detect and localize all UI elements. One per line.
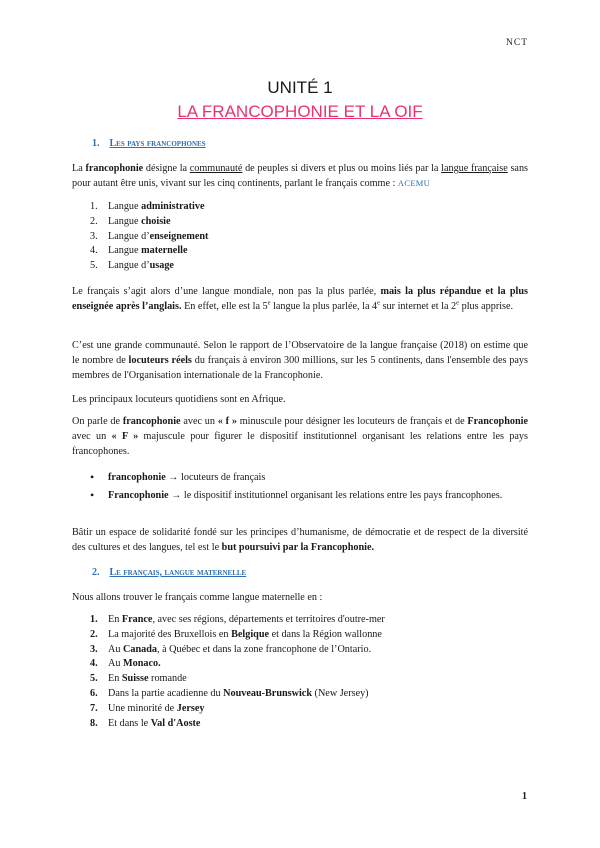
language-usage-list	[90, 200, 208, 274]
bold-term: France	[121, 614, 153, 625]
text: avec un	[180, 416, 218, 427]
text: Langue	[108, 245, 142, 257]
text: Bâtir un espace de solidarité fondé sur les principes d’humanisme, de démocratie et de respect de la diversité des cultures et des langues, tel est le	[72, 527, 528, 554]
bullet-item	[90, 488, 528, 503]
list-number: 8.	[90, 717, 98, 729]
bold-phrase: but poursuivi par la Francophonie.	[221, 542, 375, 554]
text: En	[108, 673, 122, 685]
text: → le dispositif institutionnel organisant les relations entre les pays francophones.	[168, 490, 503, 502]
paragraph-f-distinction	[72, 414, 528, 460]
bold-term: locuteurs réels	[128, 355, 192, 367]
text: La	[72, 163, 86, 174]
list-number: 3.	[90, 230, 98, 242]
superscript: e	[456, 299, 460, 307]
text: du français à environ 300 millions, sur les 5 continents, dans l'ensemble des pays membres de l'Organisation internationale de la Francophonie.	[72, 355, 528, 382]
paragraph-solidarity	[72, 525, 528, 555]
text: Dans la partie acadienne du	[108, 687, 224, 699]
bold-term: Jersey	[176, 702, 205, 714]
text: Au	[108, 643, 123, 655]
list-item	[90, 657, 385, 672]
bold-term: Francophonie	[108, 490, 169, 502]
text: Langue	[108, 201, 142, 212]
list-item	[90, 717, 385, 732]
list-number: 1.	[90, 614, 98, 625]
list-number: 2.	[90, 215, 98, 227]
text: La majorité des Bruxellois en	[108, 628, 232, 640]
bold-term: Monaco.	[123, 658, 161, 670]
text: Langue d’	[108, 230, 150, 242]
text: Le français s’agit alors d’une langue mondiale, non pas la plus parlée,	[72, 286, 381, 297]
bold-term: maternelle	[141, 245, 188, 257]
bold-term: « F »	[111, 431, 139, 443]
page-number: 1	[522, 791, 527, 802]
bold-term: administrative	[141, 201, 205, 212]
section-title: Les pays francophones	[109, 138, 206, 149]
bold-term: Val d'Aoste	[150, 717, 201, 729]
bullet-item	[90, 470, 528, 485]
bold-term: « f »	[217, 416, 237, 427]
acronym: ACEMU	[397, 178, 431, 189]
bold-term: Nouveau-Brunswick	[223, 687, 312, 699]
list-number: 6.	[90, 687, 98, 699]
list-number: 4.	[90, 245, 98, 257]
bold-term: Belgique	[231, 628, 270, 640]
section-number: 1.	[92, 138, 100, 149]
list-item	[90, 230, 208, 245]
text: En	[108, 614, 122, 625]
section-title: Le français, langue maternelle	[109, 567, 247, 578]
list-number: 5.	[90, 260, 98, 272]
bullet-icon: •	[90, 470, 95, 484]
text: , à Québec et dans la zone francophone de l’Ontario.	[156, 643, 372, 655]
bold-term: Francophonie	[467, 416, 528, 427]
text: (New Jersey)	[312, 687, 369, 699]
text: Et dans le	[108, 717, 151, 729]
text: minuscule pour désigner les locuteurs de français et de	[236, 416, 468, 427]
text: → locuteurs de français	[165, 472, 266, 483]
bullet-list	[90, 470, 528, 506]
list-item	[90, 687, 385, 702]
bullet-icon: •	[90, 488, 95, 503]
list-item	[90, 244, 208, 259]
text: Langue	[108, 215, 142, 227]
page-title: LA FRANCOPHONIE ET LA OIF	[177, 102, 423, 121]
list-number: 1.	[90, 201, 98, 212]
text: En effet, elle est la 5	[181, 301, 268, 313]
bold-term: enseignement	[149, 230, 209, 242]
intro-paragraph	[72, 161, 528, 191]
text: , avec ses régions, départements et territoires d'outre-mer	[152, 614, 385, 625]
bold-term: Canada	[123, 643, 157, 655]
bold-term: francophonie	[108, 472, 166, 483]
bold-term: Suisse	[121, 673, 149, 685]
unit-heading: UNITÉ 1	[267, 78, 333, 97]
bold-phrase: mais la plus répandue et la plus enseignée après l’anglais.	[72, 286, 528, 313]
text: C’est une grande communauté. Selon le rapport de l’Observatoire de la langue française (2018) on estime que le nombre de	[72, 340, 528, 367]
list-item	[90, 672, 385, 687]
list-number: 5.	[90, 673, 98, 685]
list-item	[90, 215, 208, 230]
superscript: e	[267, 299, 271, 307]
mother-tongue-list	[90, 613, 385, 731]
bold-term: choisie	[141, 215, 171, 227]
header-code: NCT	[506, 38, 528, 48]
paragraph-world-language	[72, 284, 528, 314]
text: langue la plus parlée, la 4	[270, 301, 378, 313]
section-number: 2.	[92, 567, 100, 578]
list-number: 3.	[90, 643, 98, 655]
list-item	[90, 200, 208, 215]
underlined-term: langue française	[441, 163, 508, 174]
section-1-heading	[92, 138, 206, 149]
text: majuscule pour figurer le dispositif institutionnel organisant les relations entre les pays francophones.	[72, 431, 528, 458]
bold-term: usage	[149, 260, 174, 272]
list-item	[90, 613, 385, 628]
superscript: e	[377, 299, 381, 307]
list-item	[90, 702, 385, 717]
text: Au	[108, 658, 123, 670]
list-number: 2.	[90, 628, 98, 640]
list-item	[90, 643, 385, 658]
text: avec un	[72, 431, 112, 443]
section-2-intro: Nous allons trouver le français comme langue maternelle en :	[72, 592, 323, 603]
list-number: 7.	[90, 702, 98, 714]
paragraph-community	[72, 338, 528, 384]
text: sans pour autant être unis, vivant sur les cinq continents, parlant le français comme :	[72, 163, 529, 190]
paragraph-africa: Les principaux locuteurs quotidiens sont en Afrique.	[72, 394, 286, 405]
list-item	[90, 259, 208, 274]
text: désigne la	[143, 163, 190, 174]
text: On parle de	[72, 416, 123, 427]
list-item	[90, 628, 385, 643]
section-2-heading	[92, 567, 246, 578]
text: de peuples si divers et plus ou moins liés par la	[242, 163, 442, 174]
list-number: 4.	[90, 658, 98, 670]
bold-term: francophonie	[122, 416, 181, 427]
text: Langue d’	[108, 260, 150, 272]
text: romande	[148, 673, 187, 685]
text: et dans la Région wallonne	[269, 628, 382, 640]
text: sur internet et la 2	[380, 301, 457, 313]
bold-term: francophonie	[85, 163, 144, 174]
text: Une minorité de	[108, 702, 177, 714]
underlined-term: communauté	[189, 163, 243, 174]
text: plus apprise.	[459, 301, 514, 313]
